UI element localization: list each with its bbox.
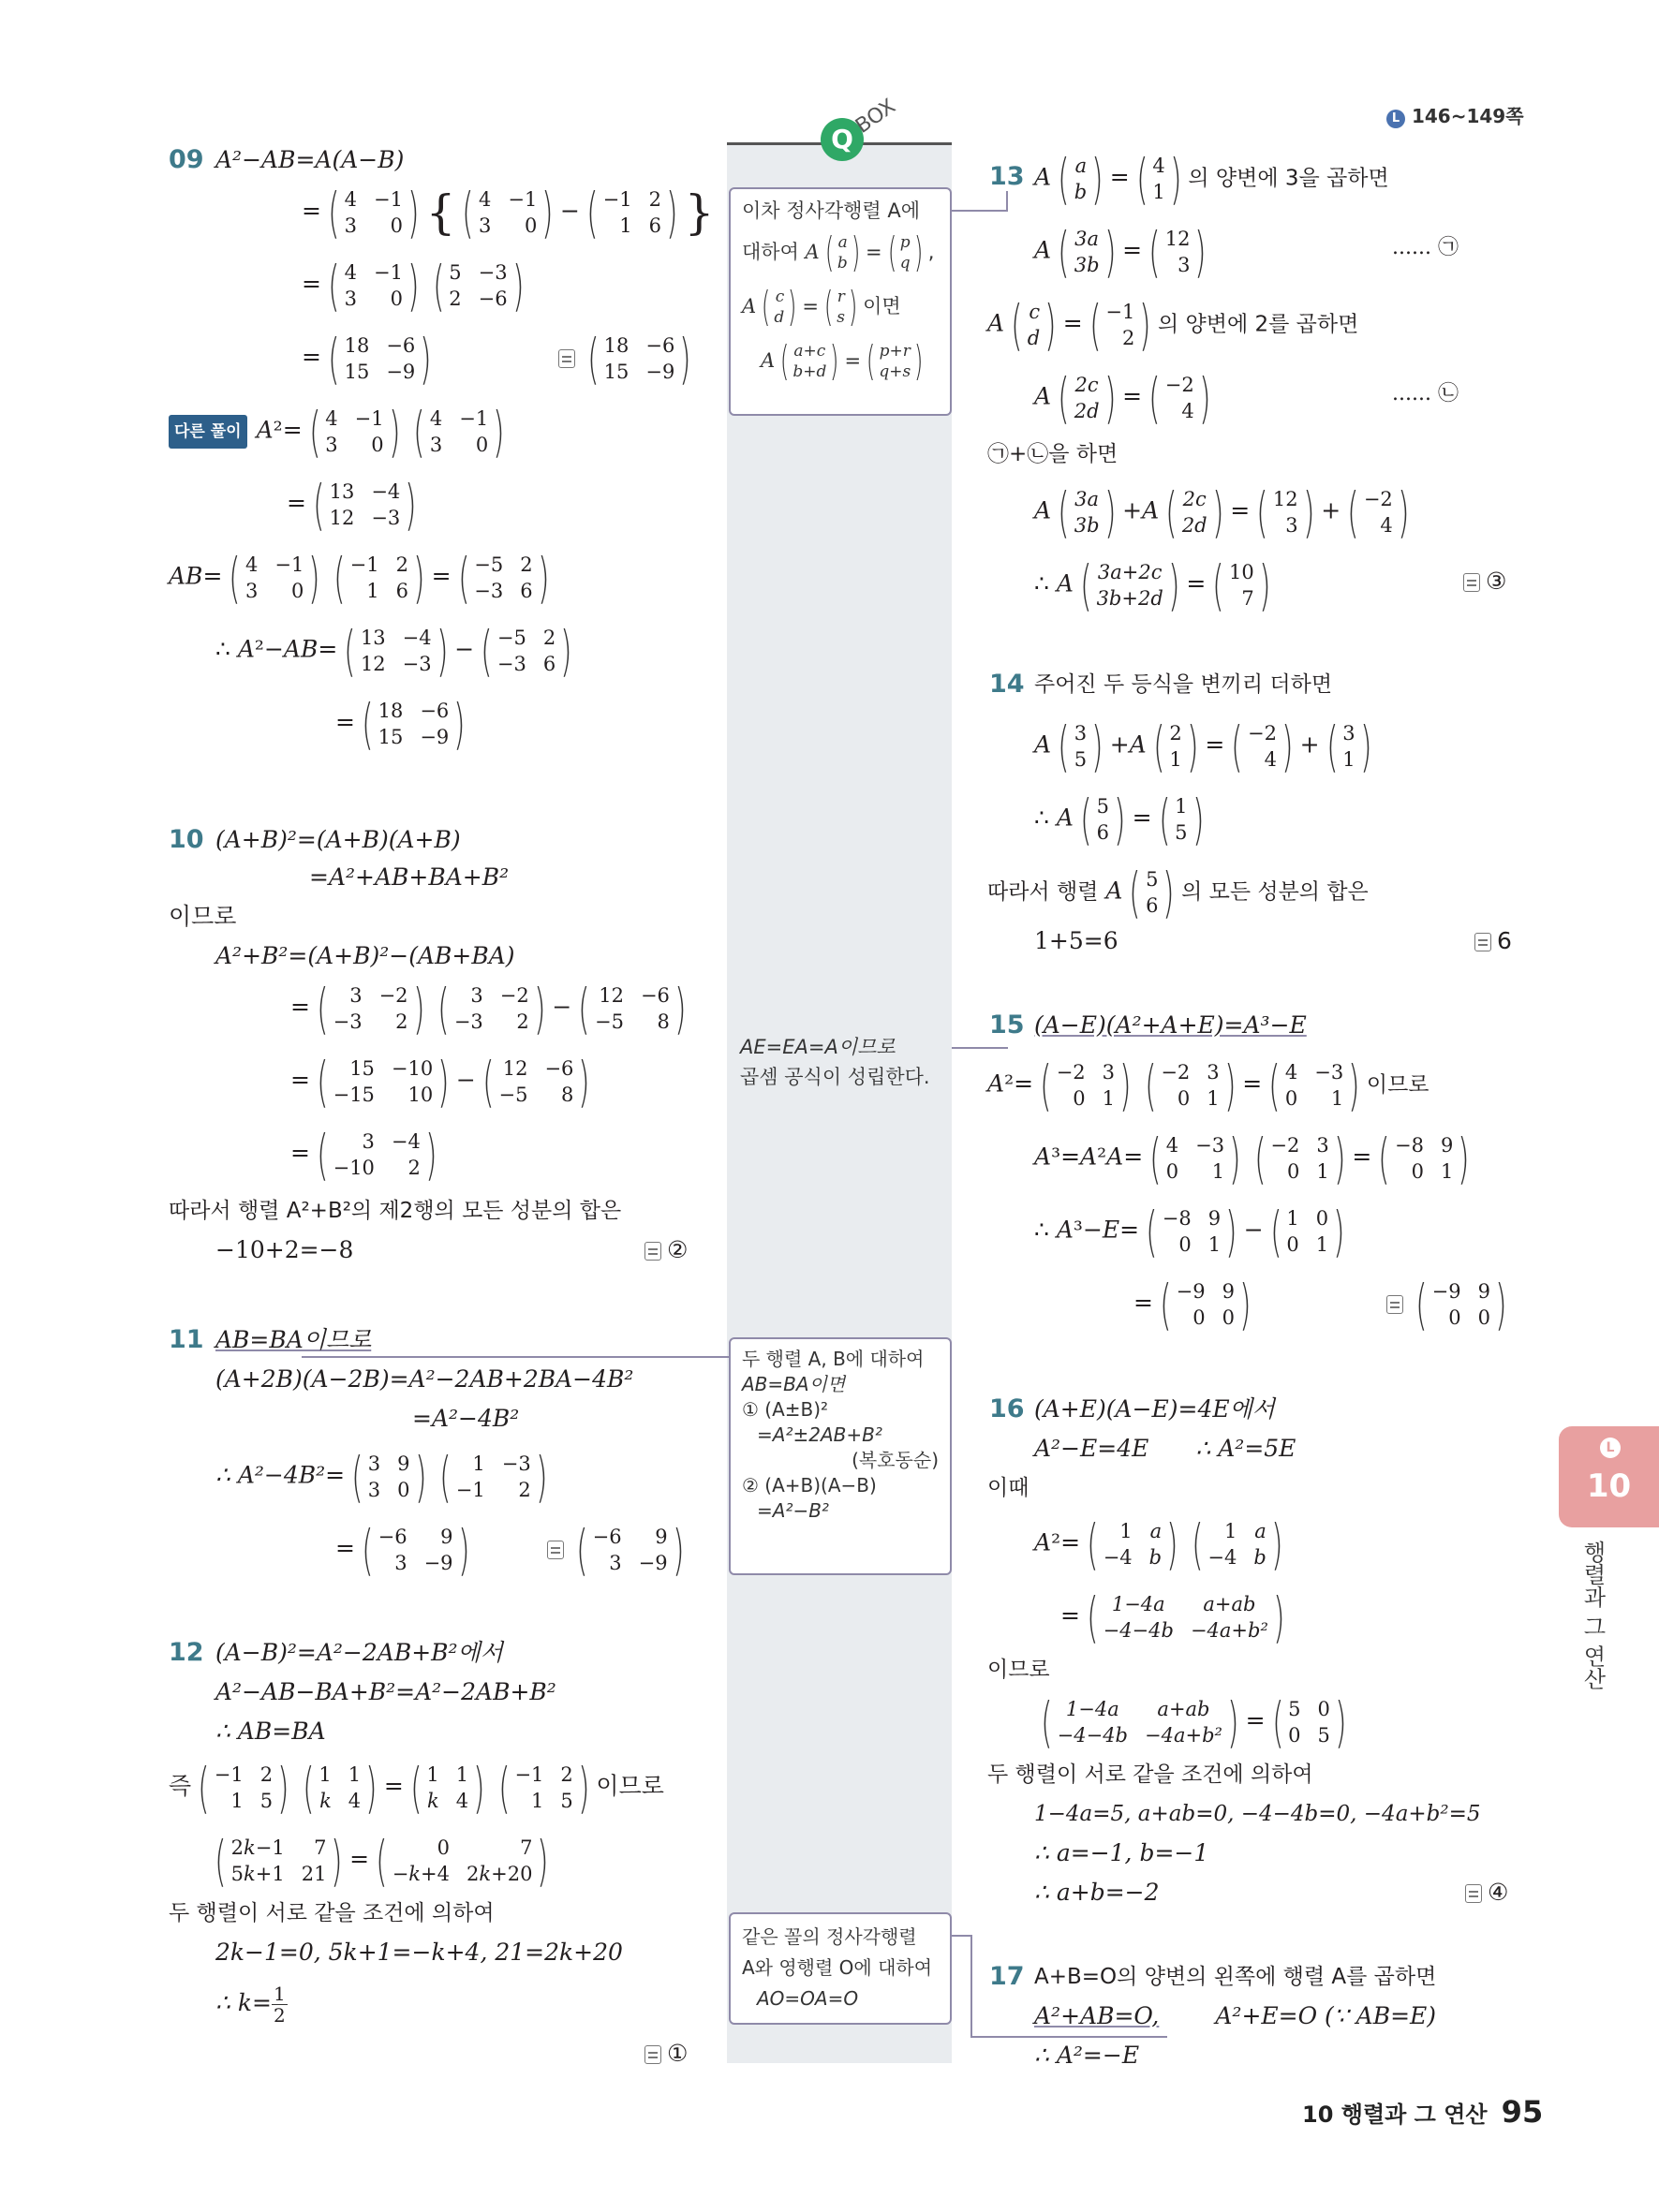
p09-eq: A²−AB=A(A−B) [215, 146, 405, 173]
p12-l4: 즉 ( −1 2 1 5 ) ( 1 1 k 4 ) = ( 1 1 k 4 ) ( −1 2 1 5 ) 이므로 [169, 1756, 664, 1820]
p15-l5: = ( −9 9 0 0 ) [1133, 1273, 1252, 1336]
p09-line1: = ( 4 −1 3 0 ) { ( 4 −1 3 0 ) − ( −1 2 1 6 ) } [302, 181, 715, 244]
p09-alt: 다른 풀이 A²= ( 4 −1 3 0 ) ( 4 −1 3 0 ) [169, 405, 511, 459]
p09-line2: = ( 4 −1 3 0 ) ( 5 −3 2 −6 ) [302, 254, 525, 317]
p09-alt3: AB= ( 4 −1 3 0 ) ( −1 2 1 6 ) = ( −5 2 −3 6 ) [169, 546, 550, 610]
note1-line3: A ( c d ) = ( r s ) 이면 [742, 283, 901, 331]
p13-mark1: ...... ㉠ [1392, 236, 1459, 259]
k-denominator: 2 [273, 2004, 286, 2027]
qbox-label: BOX [851, 95, 900, 139]
note3-line5: (복호동순) [852, 1449, 939, 1471]
p15-l2: A²= ( −2 3 0 1 ) ( −2 3 0 1 ) = ( 4 −3 0 1 ) 이므로 [987, 1054, 1429, 1117]
l-icon: L [1386, 110, 1405, 128]
p10-l6m: = ( 15 −10 −15 10 ) − ( 12 −6 −5 8 ) [290, 1050, 590, 1113]
note2-connector [952, 1047, 1008, 1049]
p13-l2b: A ( 2c 2d ) = ( −2 4 ) [1034, 366, 1211, 430]
p16-l3m2: = ( 1−4a a+ab −4−4b −4a+b² ) [1060, 1585, 1285, 1649]
p15-l3: A³=A²A= ( 4 −3 0 1 ) ( −2 3 0 1 ) = ( −8 9 0 1 ) [1034, 1127, 1470, 1190]
p13-l4: A ( 3a 3b ) +A ( 2c 2d ) = ( 12 3 ) + ( −2 4 ) [1034, 480, 1410, 544]
note4-connector-v [970, 1935, 972, 2038]
p11-answer: ( −6 9 3 −9 ) [547, 1523, 690, 1577]
note3-connector [302, 1356, 731, 1358]
p12-l3: ∴ AB=BA [215, 1718, 326, 1745]
p12-l6: 2k−1=0, 5k+1=−k+4, 21=2k+20 [215, 1939, 623, 1966]
note3-line1: 두 행렬 A, B에 대하여 [742, 1348, 925, 1370]
p13-l1b: A ( 3a 3b ) = ( 12 3 ) [1034, 220, 1207, 284]
p16-l6: 1−4a=5, a+ab=0, −4−4b=0, −4a+b²=5 [1034, 1802, 1481, 1826]
p11-l5: = ( −6 9 3 −9 ) [335, 1518, 470, 1582]
p14-l1m2: ∴ A ( 5 6 ) = ( 1 5 ) [1034, 788, 1205, 851]
p11-l4: ∴ A²−4B²= ( 3 9 3 0 ) ( 1 −3 −1 2 ) [215, 1445, 548, 1509]
note2-line1: AE=EA=A이므로 [740, 1036, 896, 1058]
p12-l5m: ( 2k−1 7 5k+1 21 ) = ( 0 7 −k+4 2k+20 ) [215, 1829, 549, 1893]
p10-l3: 이므로 [169, 903, 237, 930]
p14-l1: 주어진 두 등식을 변끼리 더하면 [1034, 672, 1333, 697]
p13-l1: A ( a b ) = ( 4 1 ) 의 양변에 3을 곱하면 [1034, 147, 1389, 211]
problem-15-number: 15 [989, 1010, 1025, 1040]
l-icon: L [1600, 1438, 1621, 1458]
p10-l5: 따라서 행렬 A²+B²의 제2행의 모든 성분의 합은 [169, 1199, 622, 1223]
answer-icon [1465, 1884, 1482, 1903]
p14-answer: 6 [1474, 925, 1512, 957]
p16-l7: ∴ a=−1, b=−1 [1034, 1839, 1209, 1866]
p10-l4: A²+B²=(A+B)²−(AB+BA) [215, 942, 515, 969]
p11-l2: (A+2B)(A−2B)=A²−2AB+2BA−4B² [215, 1365, 634, 1393]
answer-icon [644, 2045, 661, 2064]
p15-l4: ∴ A³−E= ( −8 9 0 1 ) − ( 1 0 0 1 ) [1034, 1200, 1345, 1263]
k-numerator: 1 [273, 1983, 286, 2005]
qbox-strip [727, 143, 952, 2063]
p14-l3: 1+5=6 [1034, 927, 1118, 954]
p13-mark2: ...... ㉡ [1392, 382, 1459, 406]
note1-connector [952, 210, 1008, 212]
p11-l1: AB=BA이므로 [215, 1326, 372, 1353]
p16-l2: A²−E=4E ∴ A²=5E [1034, 1435, 1296, 1462]
note3-line3: ① (A±B)² [742, 1398, 829, 1421]
p11-l3: =A²−4B² [412, 1405, 520, 1432]
p09-answer: ( 18 −6 15 −9 ) [558, 332, 698, 386]
p17-l2: A²+AB=O, A²+E=O (∵ AB=E) [1034, 2002, 1437, 2029]
note3-line2: AB=BA이면 [742, 1373, 846, 1395]
problem-10-number: 10 [169, 825, 204, 854]
p10-l6: −10+2=−8 [215, 1236, 354, 1263]
p15-l1: (A−E)(A²+A+E)=A³−E [1034, 1011, 1307, 1039]
note1-line1: 이차 정사각행렬 A에 [742, 199, 921, 222]
footer-page: 95 [1501, 2094, 1544, 2130]
note3-line4: =A²±2AB+B² [757, 1423, 882, 1446]
p13-l3: ㉠+㉡을 하면 [987, 442, 1118, 466]
chapter-side-label: 행렬과 그 연산 [1579, 1541, 1606, 1690]
answer-icon [1463, 573, 1480, 592]
note1-connector-v [1006, 191, 1008, 212]
other-solution-badge: 다른 풀이 [169, 415, 247, 449]
answer-icon [1386, 1295, 1403, 1314]
p10-l1: (A+B)²=(A+B)(A+B) [215, 826, 461, 853]
p16-l3m: A²= ( 1 a −4 b ) ( 1 a −4 b ) [1034, 1512, 1283, 1576]
note-commute [729, 1337, 952, 1575]
p10-answer: ② [644, 1234, 688, 1266]
footer-chapter: 10 행렬과 그 연산 [1302, 2101, 1488, 2128]
p12-l7: ∴ k= $\frac{1}{2}$ [215, 1983, 286, 2027]
p09-alt5: = ( 18 −6 15 −9 ) [335, 692, 466, 756]
problem-16-number: 16 [989, 1394, 1025, 1423]
problem-14-number: 14 [989, 670, 1025, 699]
answer-icon [547, 1541, 564, 1559]
problem-09-number: 09 [169, 145, 204, 174]
problem-11-number: 11 [169, 1325, 204, 1354]
p13-l2: A ( c d ) = ( −1 2 ) 의 양변에 2를 곱하면 [987, 293, 1359, 357]
p13-l5: ∴ A ( 3a+2c 3b+2d ) = ( 10 7 ) [1034, 553, 1271, 617]
p16-l1: (A+E)(A−E)=4E에서 [1034, 1395, 1275, 1423]
answer-icon [644, 1242, 661, 1261]
note4-line2: A와 영행렬 O에 대하여 [742, 1956, 933, 1979]
q-logo-icon: Q [821, 118, 864, 161]
answer-icon [558, 349, 575, 368]
note4-line3: AO=OA=O [757, 1987, 859, 2010]
p10-l7m: = ( 3 −4 −10 2 ) [290, 1123, 437, 1187]
p12-l1: (A−B)²=A²−2AB+B²에서 [215, 1639, 503, 1666]
answer-icon [1474, 933, 1491, 951]
footer [1302, 2094, 1543, 2130]
p16-l4m: ( 1−4a a+ab −4−4b −4a+b² ) = ( 5 0 0 5 ) [1041, 1690, 1347, 1754]
page-ref: L 146~149쪽 [1386, 101, 1524, 128]
chapter-tab: L 10 [1559, 1426, 1659, 1527]
p16-l4: 이므로 [987, 1658, 1050, 1682]
note1-line4: A ( a+c b+d ) = ( p+r q+s ) [761, 337, 924, 385]
note4-connector-h [970, 2036, 1167, 2038]
p10-l5m: = ( 3 −2 −3 2 ) ( 3 −2 −3 2 ) − ( 12 −6 −5 8 ) [290, 977, 687, 1040]
p09-line3: = ( 18 −6 15 −9 ) [302, 327, 432, 391]
note-matrix-column [729, 187, 952, 416]
note4-line1: 같은 꼴의 정사각행렬 [742, 1925, 917, 1948]
p13-answer: ③ [1463, 566, 1506, 597]
problem-13-number: 13 [989, 162, 1025, 191]
p14-l2: 따라서 행렬 A ( 5 6 ) 의 모든 성분의 합은 [987, 861, 1369, 924]
p09-alt2: = ( 13 −4 12 −3 ) [287, 473, 417, 537]
note4-connector [952, 1935, 972, 1937]
problem-17-number: 17 [989, 1962, 1025, 1991]
p17-l1: A+B=O의 양변의 왼쪽에 행렬 A를 곱하면 [1034, 1965, 1437, 1989]
p16-l3: 이때 [987, 1476, 1029, 1500]
p16-l5: 두 행렬이 서로 같을 조건에 의하여 [987, 1762, 1313, 1787]
p12-answer: ① [644, 2038, 688, 2070]
note3-line7: =A²−B² [757, 1499, 829, 1522]
note1-line2: 대하여 A ( a b ) = ( p q ) , [742, 229, 935, 276]
note2-line2: 곱셈 공식이 성립한다. [740, 1066, 930, 1088]
p15-answer: ( −9 9 0 0 ) [1386, 1277, 1514, 1332]
p12-l2: A²−AB−BA+B²=A²−2AB+B² [215, 1678, 556, 1705]
p09-alt4: ∴ A²−AB= ( 13 −4 12 −3 ) − ( −5 2 −3 6 ) [215, 619, 572, 683]
p16-l8: ∴ a+b=−2 [1034, 1879, 1160, 1906]
p14-l1m: A ( 3 5 ) +A ( 2 1 ) = ( −2 4 ) + ( 3 1 ) [1034, 715, 1372, 778]
p17-l3: ∴ A²=−E [1034, 2042, 1140, 2069]
p10-l2: =A²+AB+BA+B² [309, 863, 510, 891]
p12-l5: 두 행렬이 서로 같을 조건에 의하여 [169, 1901, 495, 1925]
problem-12-number: 12 [169, 1638, 204, 1667]
note3-line6: ② (A+B)(A−B) [742, 1474, 877, 1497]
note-zero [729, 1912, 952, 2025]
note-identity [740, 1032, 930, 1092]
p16-answer: ④ [1465, 1877, 1508, 1909]
